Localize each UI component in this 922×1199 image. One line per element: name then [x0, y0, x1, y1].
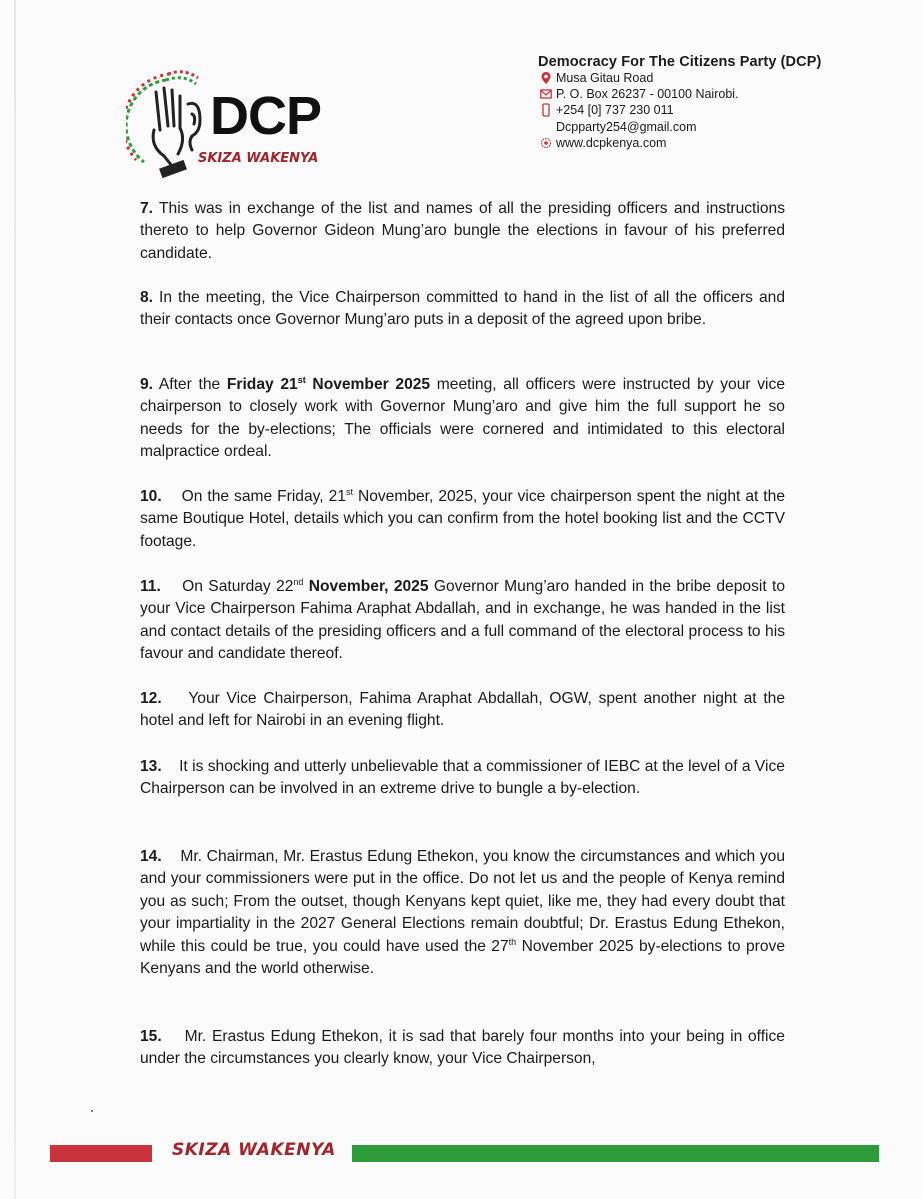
footer-slogan: SKIZA WAKENYA	[172, 1140, 336, 1160]
list-item	[140, 756, 785, 801]
item-text: November 2025 by-elections to prove Kenyans and the world otherwise.	[140, 937, 785, 978]
phone-line	[536, 102, 876, 118]
address-line	[536, 70, 876, 86]
mail-icon	[540, 87, 552, 101]
item-text: In the meeting, the Vice Chairperson committed to hand in the list of all the officers and their contacts once Governor Mung’aro puts in a deposit of the agreed upon bribe.	[140, 289, 785, 329]
item-text-pre: On Saturday 22	[182, 578, 294, 595]
item-text-pre: Mr. Chairman, Mr. Erastus Edung Ethekon, you know the circumstances and which you and your commissioners were put in the office. Do not let us and the people of Kenya remind you as such; From the outset, though Kenyans kept quiet, like me, they had every doubt that your impartiality in the 2027 General Elections remain doubtful; Dr. Erastus Edung Ethekon, while this could be true, you could have used the 27	[140, 848, 785, 955]
phone-icon	[540, 103, 552, 117]
item-number: 13.	[140, 758, 162, 775]
list-item	[140, 374, 785, 464]
item-number: 12.	[140, 690, 162, 707]
footer-green-bar	[352, 1145, 879, 1162]
logo-text: DCP	[210, 86, 322, 146]
location-pin-icon	[540, 71, 552, 85]
list-item	[140, 576, 785, 666]
ordinal-suffix: nd	[293, 577, 304, 587]
list-item	[140, 688, 785, 733]
item-number: 10.	[140, 488, 162, 505]
website-line	[536, 135, 876, 151]
party-name: Democracy For The Citizens Party (DCP)	[538, 54, 822, 70]
item-text: Your Vice Chairperson, Fahima Araphat Abdallah, OGW, spent another night at the hotel and left for Nairobi in an evening flight.	[140, 690, 785, 730]
item-number: 7.	[140, 200, 154, 217]
list-item	[140, 1026, 785, 1071]
list-item	[140, 486, 785, 553]
page-edge	[14, 0, 16, 1199]
item-number: 15.	[140, 1028, 162, 1045]
email-line	[536, 119, 876, 135]
speck	[91, 1110, 93, 1112]
ordinal-suffix: th	[508, 936, 517, 947]
pobox-text: P. O. Box 26237 - 00100 Nairobi.	[556, 87, 739, 102]
item-text: meeting, all officers were instructed by your vice chairperson to closely work with Governor Mung’aro and give him the full support he so needs for the by-elections; The officials were cornered and intimidated to this electoral malpractice ordeal.	[140, 376, 785, 461]
item-number: 14.	[140, 848, 162, 865]
pobox-line	[536, 86, 876, 102]
meeting-date: Friday 21st November 2025	[226, 375, 431, 393]
bold-date: November, 2025	[303, 578, 429, 595]
dcp-logo	[126, 70, 341, 180]
hand-ear-icon	[153, 88, 200, 166]
list-item	[140, 198, 785, 265]
list-item	[140, 846, 785, 980]
item-text: Governor Mung’aro handed in the bribe deposit to your Vice Chairperson Fahima Araphat Abdallah, and in exchange, he was handed in the list and contact details of the presiding officers and a full command of the electoral process to his favour and candidate thereof.	[140, 578, 785, 663]
address-text: Musa Gitau Road	[556, 71, 654, 85]
email-text[interactable]: Dcpparty254@gmail.com	[556, 119, 697, 134]
footer-red-bar	[50, 1145, 152, 1162]
ordinal-suffix: st	[345, 487, 353, 497]
item-text: Mr. Erastus Edung Ethekon, it is sad that barely four months into your being in office under the circumstances you clearly know, your Vice Chairperson,	[140, 1028, 785, 1068]
item-number: 11.	[140, 578, 161, 595]
item-text: It is shocking and utterly unbelievable that a commissioner of IEBC at the level of a Vice Chairperson can be involved in an extreme drive to bungle a by-election.	[140, 758, 785, 798]
globe-icon	[540, 136, 552, 150]
website-text[interactable]: www.dcpkenya.com	[556, 135, 667, 150]
list-item	[140, 287, 785, 332]
item-text: November, 2025, your vice chairperson spent the night at the same Boutique Hotel, details which you can confirm from the hotel booking list and the CCTV footage.	[140, 488, 785, 550]
item-number: 8.	[140, 289, 154, 306]
item-number: 9.	[140, 376, 154, 393]
phone-text: +254 [0] 737 230 011	[556, 103, 674, 118]
org-contact-block	[536, 54, 876, 151]
item-text-pre: On the same Friday, 21	[181, 488, 346, 505]
item-text: This was in exchange of the list and names of all the presiding officers and instructions thereto to help Governor Gideon Mung’aro bungle the elections in favour of his preferred candidate.	[140, 200, 785, 262]
item-text-pre: After the	[158, 376, 227, 393]
logo-slogan: SKIZA WAKENYA	[198, 151, 319, 166]
